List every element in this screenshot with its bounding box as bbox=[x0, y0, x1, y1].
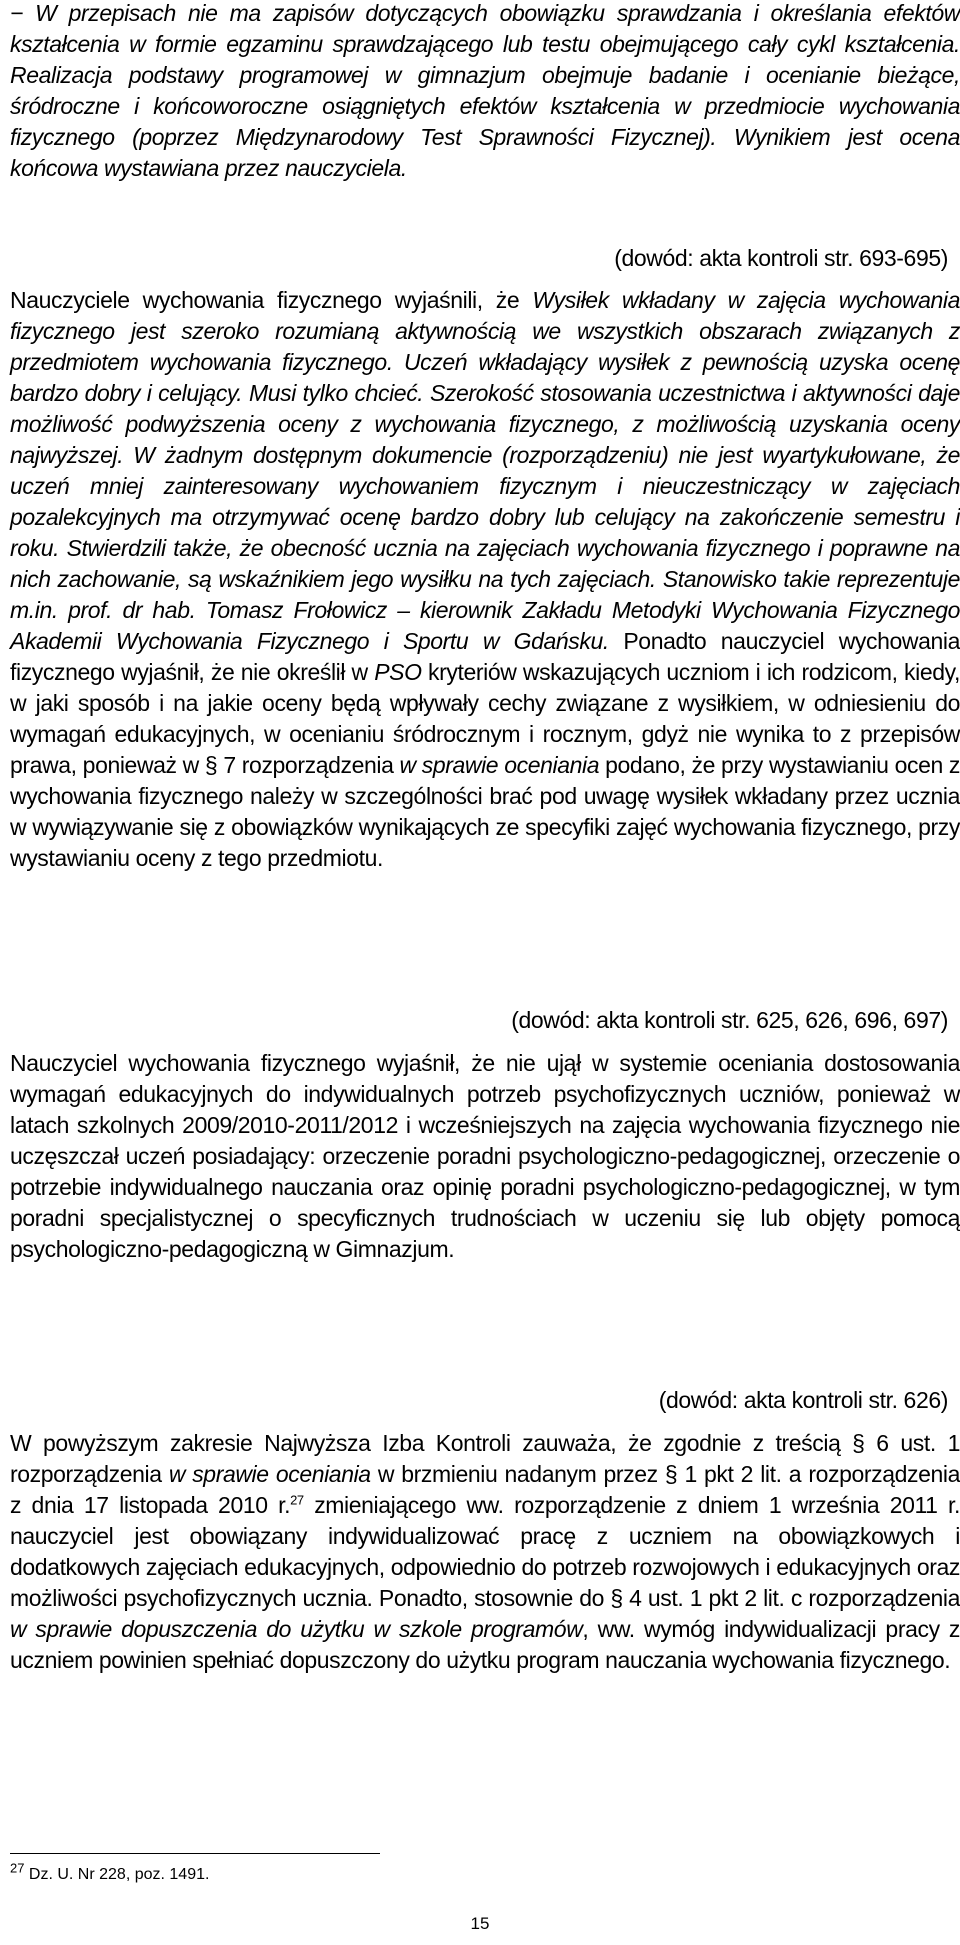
italic-quote: Wysiłek wkładany w zajęcia wychowania fizycznego jest szeroko rozumianą aktywnością we wszystkich obszarach związanych z przedmiotem wychowania fizycznego. Uczeń wkładający wysiłek z pewnością uzyska ocenę bardzo dobry i celujący. Musi tylko chcieć. bbox=[10, 287, 960, 406]
text-run: podano, że przy wystawianiu ocen z wychowania fizycznego należy w szczególności brać pod uwagę wysiłek wkładany przez ucznia w wywiązywanie się z obowiązków wynikających ze specyfiki zajęć wychowania fizycznego, przy wystawianiu oceny z tego przedmiotu. bbox=[10, 752, 960, 871]
evidence-reference: (dowód: akta kontroli str. 626) bbox=[658, 1387, 948, 1413]
footnote-number: 27 bbox=[10, 1860, 25, 1876]
page-number: 15 bbox=[470, 1914, 490, 1933]
text-run: w brzmieniu nadanym przez § 1 pkt 2 lit. a rozporządzenia z dnia 17 listopada 2010 r. bbox=[10, 1461, 960, 1518]
paragraph-teachers-explanation bbox=[10, 285, 960, 874]
footnote-separator bbox=[10, 1853, 380, 1854]
italic-quote-continued: Szerokość stosowania uczestnictwa i aktywności daje możliwość podwyższenia oceny z wychowania fizycznego, z możliwością uzyskania oceny najwyższej. W żadnym dostępnym dokumencie (rozporządzeniu) nie jest wyartykułowane, że uczeń mniej zainteresowany wychowaniem fizycznym i nieuczestniczący w zajęciach pozalekcyjnych ma otrzymywać ocenę bardzo dobry lub celujący na zakończenie semestru i roku. Stwierdzili także, że obecność ucznia na zajęciach wychowania fizycznego i poprawne na nich zachowanie, są wskaźnikiem jego wysiłku na tych zajęciach. Stanowisko takie reprezentuje m.in. prof. dr hab. Tomasz Frołowicz – kierownik Zakładu Metodyki Wychowania Fizycznego Akademii Wychowania Fizycznego i Sportu w Gdańsku. bbox=[10, 380, 960, 654]
footnote-reference: 27 bbox=[290, 1492, 304, 1508]
italic-regulation-title: w sprawie oceniania bbox=[168, 1461, 371, 1487]
italic-regulation-title: w sprawie dopuszczenia do użytku w szkole programów bbox=[10, 1616, 583, 1642]
italic-regulation-title: w sprawie oceniania bbox=[399, 752, 600, 778]
paragraph-nik-remarks bbox=[10, 1428, 960, 1676]
italic-abbreviation: PSO bbox=[374, 659, 422, 685]
text-run: Nauczyciele wychowania fizycznego wyjaśnili, że bbox=[10, 287, 533, 313]
text-run: kryteriów wskazujących uczniom i ich rodzicom, kiedy, w jaki sposób i na jakie oceny będą wpływały cechy związane z wysiłkiem, w odniesieniu do wymagań edukacyjnych, w ocenianiu śródrocznym i rocznym, gdyż nie wynika to z przepisów prawa, ponieważ w § 7 rozporządzenia bbox=[10, 659, 960, 778]
footnote bbox=[10, 1860, 210, 1885]
footnote-text: Dz. U. Nr 228, poz. 1491. bbox=[24, 1866, 210, 1883]
evidence-reference: (dowód: akta kontroli str. 625, 626, 696, 697) bbox=[511, 1007, 948, 1033]
evidence-reference: (dowód: akta kontroli str. 693-695) bbox=[614, 245, 948, 271]
text-run: zmieniającego ww. rozporządzenie z dniem 1 września 2011 r. nauczyciel jest obowiązany indywidualizować pracę z uczniem na obowiązkowych i dodatkowych zajęciach edukacyjnych, odpowiednio do potrzeb rozwojowych i edukacyjnych oraz możliwości psychofizycznych ucznia. Ponadto, stosownie do § 4 ust. 1 pkt 2 lit. c rozporządzenia bbox=[10, 1492, 960, 1611]
text-run: , ww. wymóg indywidualizacji pracy z uczniem powinien spełniać dopuszczony do użytku program nauczania wychowania fizycznego. bbox=[10, 1616, 960, 1673]
paragraph-teacher-explanation: Nauczyciel wychowania fizycznego wyjaśnił, że nie ujął w systemie oceniania dostosowania wymagań edukacyjnych do indywidualnych potrzeb psychofizycznych uczniów, ponieważ w latach szkolnych 2009/2010-2011/2012 i wcześniejszych na zajęcia wychowania fizycznego nie uczęszczał uczeń posiadający: orzeczenie poradni psychologiczno-pedagogicznej, orzeczenie o potrzebie indywidualnego nauczania oraz opinię poradni psychologiczno-pedagogicznej, w tym poradni specjalistycznej o specyficznych trudnościach w uczeniu się lub objęty pomocą psychologiczno-pedagogiczną w Gimnazjum. bbox=[10, 1050, 960, 1262]
paragraph-findings: − W przepisach nie ma zapisów dotyczących obowiązku sprawdzania i określania efektów kształcenia w formie egzaminu sprawdzającego lub testu obejmującego cały cykl kształcenia. Realizacja podstawy programowej w gimnazjum obejmuje badanie i ocenianie bieżące, śródroczne i końcoworoczne osiągniętych efektów kształcenia w przedmiocie wychowania fizycznego (poprzez Międzynarodowy Test Sprawności Fizycznej). Wynikiem jest ocena końcowa wystawiana przez nauczyciela. bbox=[10, 0, 960, 181]
text-run: Ponadto nauczyciel wychowania fizycznego wyjaśnił, że nie określił w bbox=[10, 628, 960, 685]
text-run: W powyższym zakresie Najwyższa Izba Kontroli zauważa, że zgodnie z treścią § 6 ust. 1 rozporządzenia bbox=[10, 1430, 960, 1487]
